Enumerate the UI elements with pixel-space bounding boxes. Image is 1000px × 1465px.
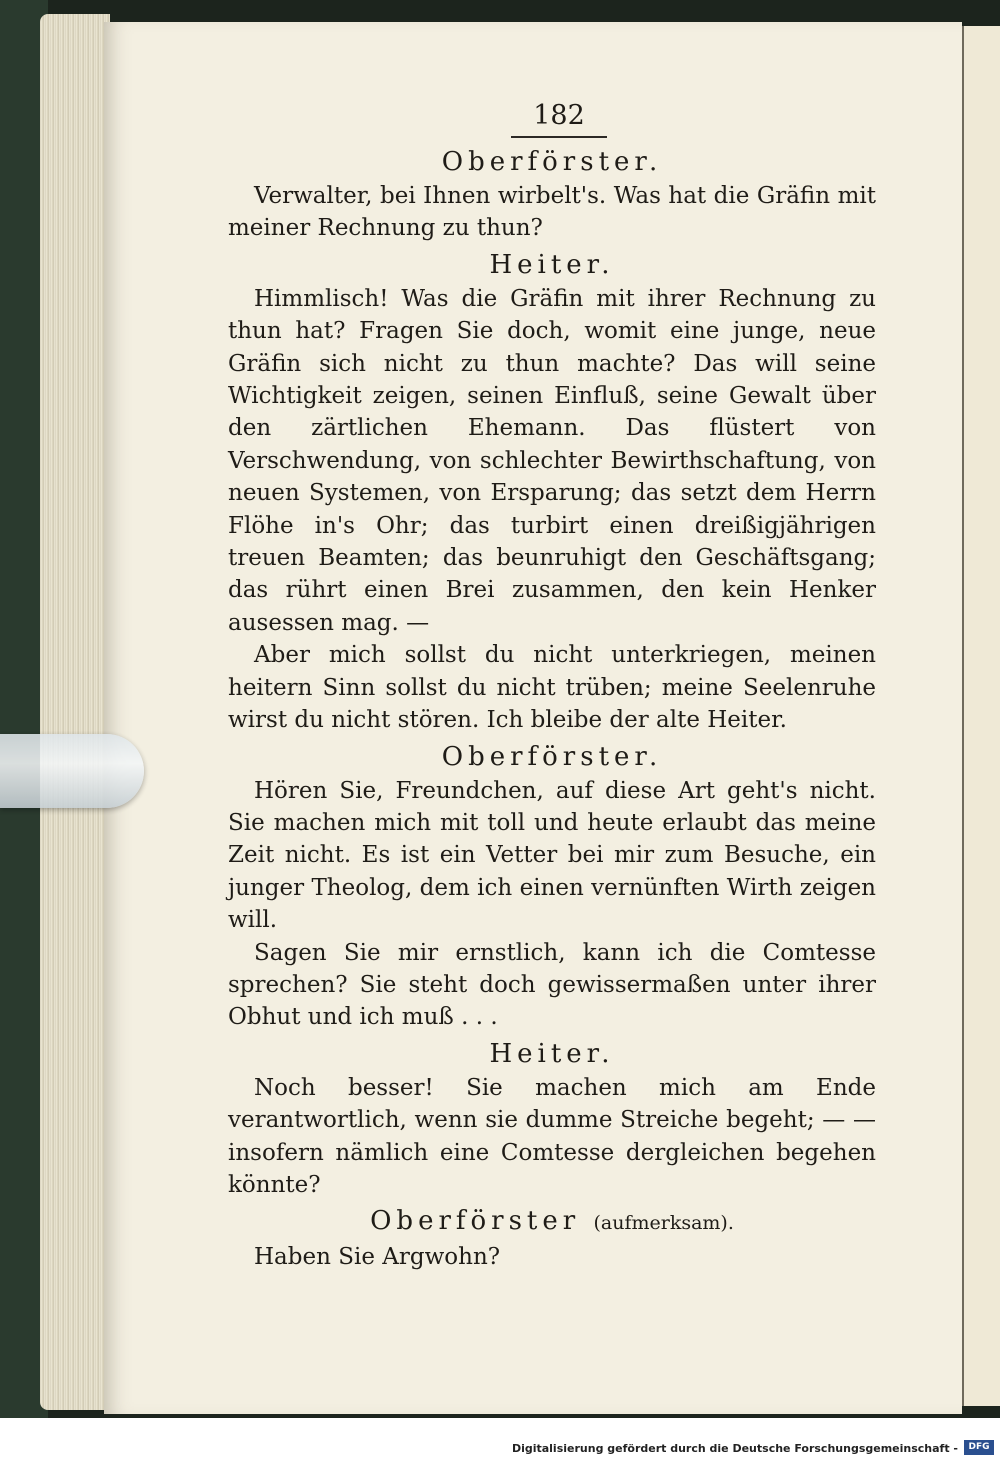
dfg-logo: DFG [964, 1440, 994, 1455]
digitization-footer [0, 1418, 1000, 1465]
dialogue-paragraph: Aber mich sollst du nicht unterkriegen, meinen heitern Sinn sollst du nicht trüben; meine Seelenruhe wirst du nicht stören. Ich bleibe der alte Heiter. [228, 642, 876, 734]
bookmark-clip [0, 734, 144, 808]
speaker-heading: Heiter. [489, 249, 615, 280]
page-edges [40, 14, 110, 1410]
dialogue-paragraph: Verwalter, bei Ihnen wirbelt's. Was hat die Gräfin mit meiner Rechnung zu thun? [228, 183, 876, 242]
speaker-heading: Oberförster. [441, 741, 663, 772]
dialogue-paragraph: Haben Sie Argwohn? [254, 1244, 501, 1271]
funding-credit: Digitalisierung gefördert durch die Deutsche Forschungsgemeinschaft - [511, 1442, 958, 1455]
page-number-rule [511, 136, 607, 138]
speaker-heading-with-direction [228, 1203, 876, 1241]
speaker-name: Oberförster [370, 1206, 581, 1237]
facing-page-edge [962, 26, 1000, 1406]
stage-direction: (aufmerksam). [593, 1212, 734, 1235]
speaker-heading: Oberförster. [441, 147, 663, 177]
dialogue-paragraph: Noch besser! Sie machen mich am Ende verantwortlich, wenn sie dumme Streiche begeht; — — insofern nämlich eine Comtesse dergleichen begehen könnte? [228, 1074, 876, 1198]
speaker-heading: Heiter. [489, 1038, 615, 1069]
dialogue-paragraph: Hören Sie, Freundchen, auf diese Art geht's nicht. Sie machen mich mit toll und heute erlaubt das meine Zeit nicht. Es ist ein Vetter bei mir zum Besuche, ein junger Theolog, dem ich einen vernünften Wirth zeigen will. [228, 777, 876, 934]
dialogue-paragraph: Sagen Sie mir ernstlich, kann ich die Comtesse sprechen? Sie steht doch gewissermaßen unter ihrer Obhut und ich muß . . . [228, 939, 876, 1031]
page-number: 182 [533, 100, 585, 131]
page-text [228, 96, 876, 1274]
dialogue-paragraph: Himmlisch! Was die Gräfin mit ihrer Rechnung zu thun hat? Fragen Sie doch, womit eine junge, neue Gräfin sich nicht zu thun machte? Das will seine Wichtigkeit zeigen, seinen Einfluß, seine Gewalt über den zärtlichen Ehemann. Das flüstert von Verschwendung, von schlechter Bewirthschaftung, von neuen Systemen, von Ersparung; das setzt dem Herrn Flöhe in's Ohr; das turbirt einen dreißigjährigen treuen Beamten; das beunruhigt den Geschäftsgang; das rührt einen Brei zusammen, den kein Henker ausessen mag. — [228, 285, 876, 636]
